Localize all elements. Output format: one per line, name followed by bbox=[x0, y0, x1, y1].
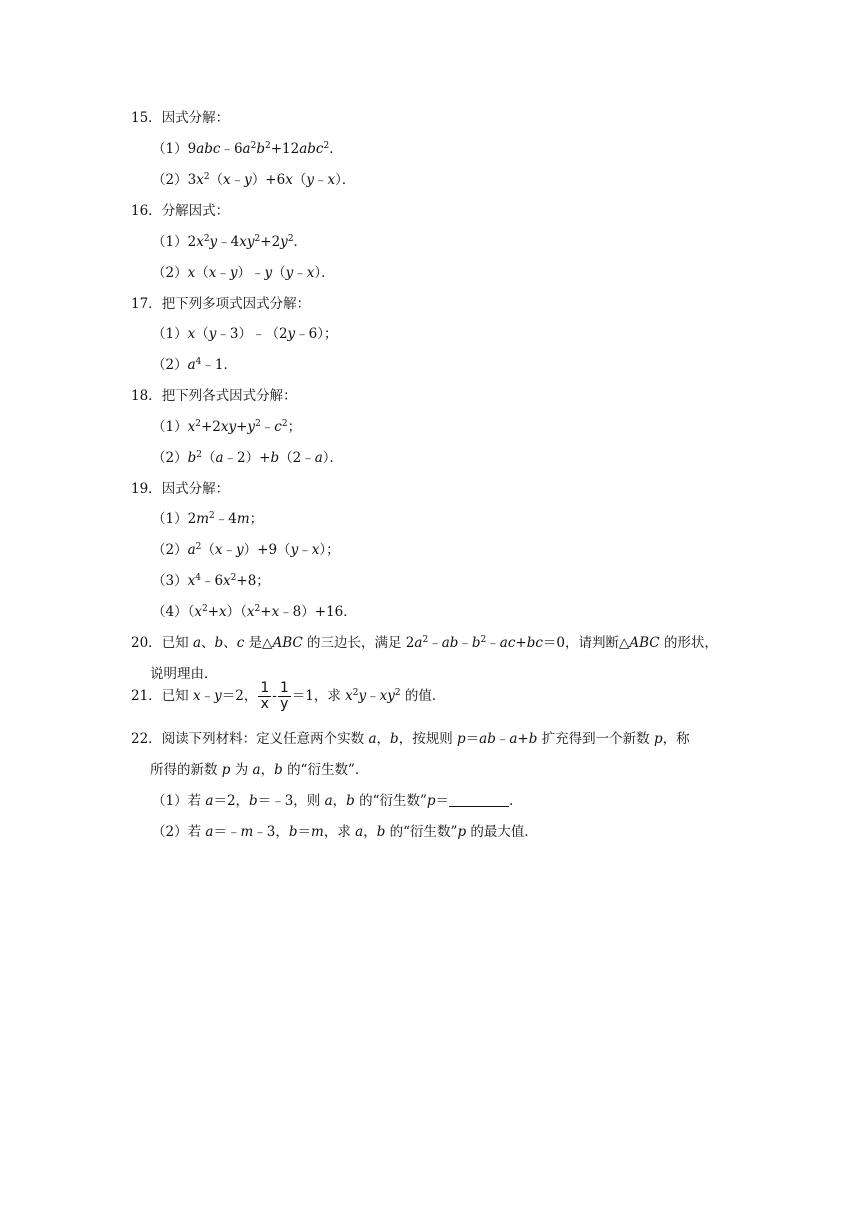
fraction-1-over-x: $\frac{1}{x}$ bbox=[260, 680, 270, 712]
question-number: 20． bbox=[131, 635, 162, 651]
question-number: 22． bbox=[131, 731, 162, 747]
question-19-part-2: $(2)a^2(x﹣y)+9(y﹣x)$； bbox=[152, 542, 340, 558]
question-title: 因式分解： bbox=[161, 110, 230, 126]
question-15-part-2: $(2)3x^2(x﹣y)+6x(y﹣x)$． bbox=[152, 172, 356, 188]
question-22-part-1: （1）若 a＝2，b＝﹣3，则 a，b 的“衍生数”p＝ ． bbox=[152, 793, 523, 809]
question-number: 15． bbox=[131, 110, 162, 126]
question-title: 分解因式： bbox=[161, 203, 230, 219]
question-18-part-2: $(2)b^2(a﹣2)+b(2﹣a)$． bbox=[152, 450, 344, 466]
question-22: 22．阅读下列材料：定义任意两个实数 a，b，按规则 p＝ab﹣a+b 扩充得到一个新数 p，称 bbox=[131, 731, 690, 747]
answer-blank[interactable] bbox=[449, 794, 509, 807]
question-20: 20．已知 a、b、c 是△ABC 的三边长，满足 $2a^2﹣ab﹣b^2﹣ac+bc=0$，请判断△ABC 的形状， bbox=[131, 635, 718, 651]
question-19-part-3: $(3)x^4﹣6x^2+8$； bbox=[152, 573, 270, 589]
fraction-1-over-y: $\frac{1}{y}$ bbox=[279, 680, 289, 712]
question-17-part-1: （1）x（y﹣3）﹣（2y﹣6）； bbox=[152, 326, 338, 342]
question-20-line-2: 说明理由． bbox=[150, 666, 218, 682]
question-number: 18． bbox=[131, 388, 162, 404]
question-19 bbox=[131, 477, 229, 497]
question-22-part-2: （2）若 a＝﹣m﹣3，b＝m，求 a，b 的“衍生数”p 的最大值． bbox=[152, 824, 538, 840]
question-18-part-1: $(1)x^2+2xy+y^2﹣c^2$； bbox=[152, 419, 302, 435]
question-16-part-1: $(1)2x^2y﹣4xy^2+2y^2$． bbox=[152, 234, 308, 250]
question-number: 19． bbox=[131, 481, 162, 497]
question-title: 把下列多项式因式分解： bbox=[161, 296, 311, 312]
question-22-line-2: 所得的新数 p 为 a，b 的“衍生数”． bbox=[150, 762, 369, 778]
question-16 bbox=[131, 199, 229, 219]
question-title: 因式分解： bbox=[161, 481, 230, 497]
question-15-part-1: $(1)9abc﹣6a^2b^2+12abc^2$． bbox=[152, 141, 343, 157]
question-15 bbox=[131, 106, 229, 126]
question-number: 17． bbox=[131, 296, 162, 312]
question-21: 21．已知 x﹣y＝2， $\frac{1}{x}$ - $\frac{1}{y}$ ＝1，求 $x^2y﹣xy^2$ 的值． bbox=[131, 680, 446, 712]
question-title: 把下列各式因式分解： bbox=[161, 388, 297, 404]
question-19-part-1: $(1)2m^2﹣4m$； bbox=[152, 511, 264, 527]
question-16-part-2: （2）x（x﹣y）﹣y（y﹣x）． bbox=[152, 265, 335, 281]
question-19-part-4: $(4)(x^2+x)(x^2+x﹣8)+16$． bbox=[152, 604, 357, 620]
question-17-part-2: $(2)a^4﹣1$． bbox=[152, 357, 237, 373]
question-number: 16． bbox=[131, 203, 162, 219]
question-17 bbox=[131, 292, 310, 312]
question-number: 21． bbox=[131, 688, 162, 704]
question-18 bbox=[131, 384, 297, 404]
